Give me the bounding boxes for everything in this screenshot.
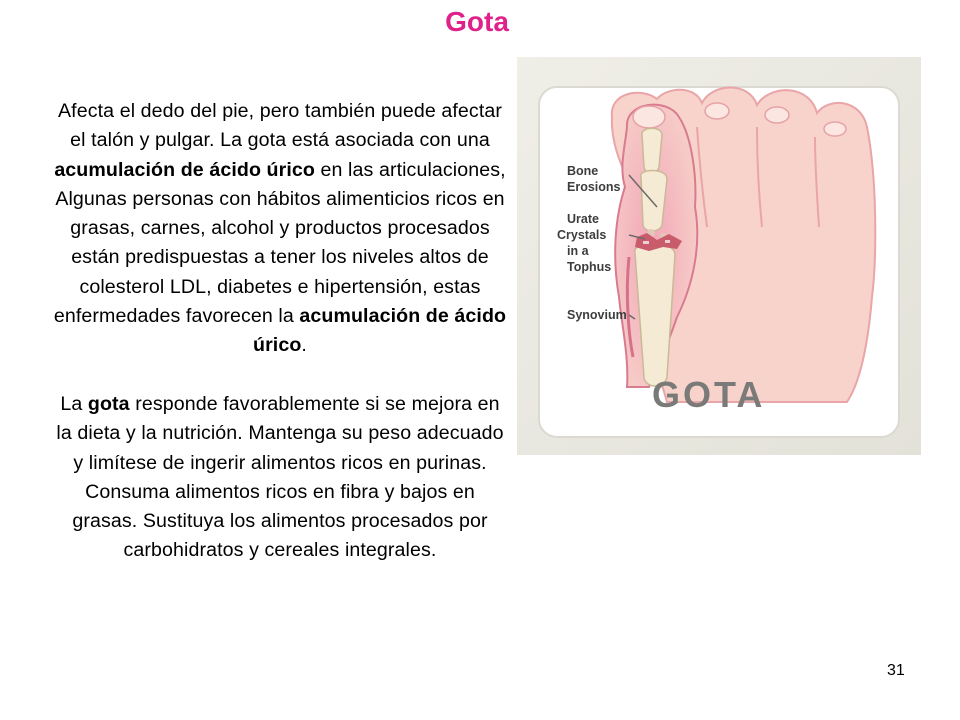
toenail-2 (705, 103, 729, 119)
bold-phrase: gota (87, 392, 130, 415)
proximal-phalanx-bone (641, 171, 667, 232)
body-text (52, 97, 508, 566)
distal-phalanx-bone (642, 128, 662, 173)
big-toenail (633, 106, 665, 128)
page-number: 31 (887, 662, 905, 679)
text-segment: La (60, 392, 88, 415)
label-bone-erosions-line1: Bone (567, 164, 599, 178)
paragraph-gout-description (52, 97, 508, 361)
bold-phrase: acumulación de ácido úrico (253, 305, 507, 357)
label-urate-line1: Urate (567, 212, 599, 226)
toenail-3 (765, 107, 789, 123)
toenail-4 (824, 122, 846, 136)
label-urate-line3: in a (567, 244, 589, 258)
paragraph-gout-advice (52, 390, 508, 566)
text-segment: en las articulaciones, Algunas personas con hábitos alimenticios ricos en grasas, carnes, alcohol y productos procesados están predispuestas a tener los niveles altos de colesterol LDL, diabetes e hipertensión, estas enfermedades favorecen la (53, 158, 506, 328)
label-synovium: Synovium (567, 308, 627, 322)
figure-caption-gota: GOTA (652, 374, 766, 415)
foot-diagram (517, 57, 921, 455)
text-segment: responde favorablemente si se mejora en la dieta y la nutrición. Mantenga su peso adecuado y limítese de ingerir alimentos ricos en purinas. Consuma alimentos ricos en fibra y bajos en grasas. Sustituya los alimentos procesados por carbohidratos y cereales integrales. (56, 392, 504, 562)
text-segment: Afecta el dedo del pie, pero también puede afectar el talón y pulgar. La gota está asociada con una (58, 100, 502, 152)
label-urate-line2: Crystals (557, 228, 607, 242)
text-segment: . (301, 334, 307, 357)
label-urate-line4: Tophus (567, 260, 612, 274)
slide-title: Gota (445, 6, 509, 37)
label-bone-erosions-line2: Erosions (567, 180, 621, 194)
gout-foot-illustration (517, 57, 921, 455)
bold-phrase: acumulación de ácido úrico (54, 158, 315, 181)
